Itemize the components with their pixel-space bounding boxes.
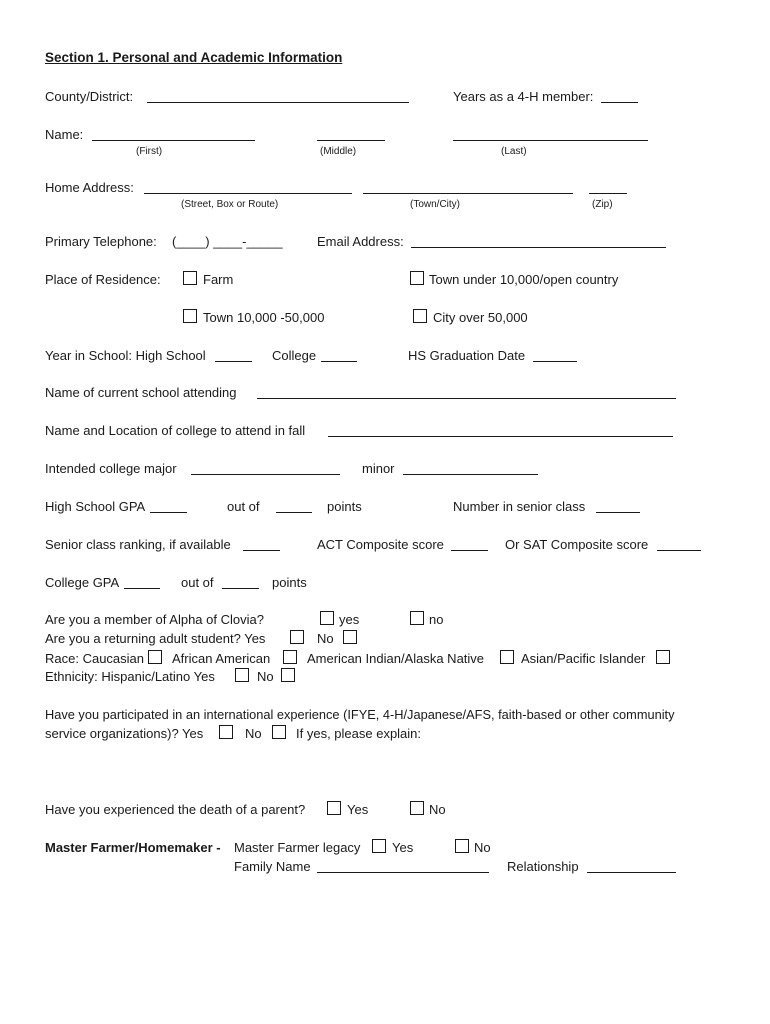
senior-class-field[interactable] xyxy=(596,512,640,513)
alpha-no-checkbox[interactable] xyxy=(410,611,424,625)
ranking-label: Senior class ranking, if available xyxy=(45,537,231,552)
town-mid-checkbox[interactable] xyxy=(183,309,197,323)
ranking-field[interactable] xyxy=(243,550,280,551)
international-label-line2: service organizations)? Yes xyxy=(45,726,204,741)
college-gpa-outof-label: out of xyxy=(181,575,214,590)
alpha-label: Are you a member of Alpha of Clovia? xyxy=(45,612,264,627)
major-field[interactable] xyxy=(191,474,340,475)
year-in-school-label: Year in School: High School xyxy=(45,348,206,363)
adult-yes-checkbox[interactable] xyxy=(290,630,304,644)
first-name-field[interactable] xyxy=(92,140,255,141)
city-over-checkbox[interactable] xyxy=(413,309,427,323)
master-no-label: No xyxy=(474,840,491,855)
international-explain-label: If yes, please explain: xyxy=(296,726,422,741)
hs-grad-label: HS Graduation Date xyxy=(408,348,526,363)
college-fall-field[interactable] xyxy=(328,436,673,437)
residence-label: Place of Residence: xyxy=(45,272,161,287)
county-label: County/District: xyxy=(45,89,134,104)
years-member-field[interactable] xyxy=(601,102,638,103)
ethnicity-yes-checkbox[interactable] xyxy=(235,668,249,682)
senior-class-label: Number in senior class xyxy=(453,499,586,514)
town-field[interactable] xyxy=(363,193,573,194)
last-caption: (Last) xyxy=(501,146,527,157)
master-no-checkbox[interactable] xyxy=(455,839,469,853)
name-label: Name: xyxy=(45,127,84,142)
farm-label: Farm xyxy=(203,272,234,287)
adult-no-checkbox[interactable] xyxy=(343,630,357,644)
death-yes-checkbox[interactable] xyxy=(327,801,341,815)
phone-label: Primary Telephone: xyxy=(45,234,157,249)
county-field[interactable] xyxy=(147,102,409,103)
race-label: Race: Caucasian xyxy=(45,651,144,666)
email-field[interactable] xyxy=(411,247,666,248)
college-gpa-outof-field[interactable] xyxy=(222,588,259,589)
last-name-field[interactable] xyxy=(453,140,648,141)
international-no-label: No xyxy=(245,726,262,741)
minor-field[interactable] xyxy=(403,474,538,475)
sat-field[interactable] xyxy=(657,550,701,551)
email-label: Email Address: xyxy=(317,234,404,249)
first-caption: (First) xyxy=(136,146,163,157)
street-caption: (Street, Box or Route) xyxy=(181,199,279,210)
master-yes-label: Yes xyxy=(392,840,414,855)
master-farmer-title: Master Farmer/Homemaker - xyxy=(45,840,221,855)
college-fall-label: Name and Location of college to attend in fall xyxy=(45,423,306,438)
international-no-checkbox[interactable] xyxy=(272,725,286,739)
hs-gpa-outof-label: out of xyxy=(227,499,260,514)
address-label: Home Address: xyxy=(45,180,134,195)
ethnicity-no-checkbox[interactable] xyxy=(281,668,295,682)
relationship-field[interactable] xyxy=(587,872,676,873)
city-over-label: City over 50,000 xyxy=(433,310,528,325)
town-under-checkbox[interactable] xyxy=(410,271,424,285)
hs-gpa-points-label: points xyxy=(327,499,362,514)
street-field[interactable] xyxy=(144,193,352,194)
race-native-checkbox[interactable] xyxy=(500,650,514,664)
hs-gpa-field[interactable] xyxy=(150,512,187,513)
international-yes-checkbox[interactable] xyxy=(219,725,233,739)
sat-label: Or SAT Composite score xyxy=(505,537,649,552)
international-label-line1: Have you participated in an international experience (IFYE, 4-H/Japanese/AFS, faith-based or other community xyxy=(45,707,675,722)
race-african-label: African American xyxy=(172,651,271,666)
phone-field[interactable]: (____) ____-_____ xyxy=(172,234,283,249)
adult-no-label: No xyxy=(317,631,334,646)
section-title: Section 1. Personal and Academic Information xyxy=(45,50,343,65)
family-name-label: Family Name xyxy=(234,859,311,874)
race-asian-checkbox[interactable] xyxy=(656,650,670,664)
alpha-no-label: no xyxy=(429,612,444,627)
college-label: College xyxy=(272,348,317,363)
master-legacy-label: Master Farmer legacy xyxy=(234,840,361,855)
act-field[interactable] xyxy=(451,550,488,551)
middle-caption: (Middle) xyxy=(320,146,357,157)
death-yes-label: Yes xyxy=(347,802,369,817)
major-label: Intended college major xyxy=(45,461,177,476)
college-gpa-field[interactable] xyxy=(124,588,160,589)
adult-label: Are you a returning adult student? Yes xyxy=(45,631,266,646)
race-caucasian-checkbox[interactable] xyxy=(148,650,162,664)
years-member-label: Years as a 4-H member: xyxy=(453,89,594,104)
zip-field[interactable] xyxy=(589,193,627,194)
death-label: Have you experienced the death of a parent? xyxy=(45,802,306,817)
town-caption: (Town/City) xyxy=(410,199,461,210)
minor-label: minor xyxy=(362,461,395,476)
farm-checkbox[interactable] xyxy=(183,271,197,285)
hs-grad-field[interactable] xyxy=(533,361,577,362)
town-under-label: Town under 10,000/open country xyxy=(429,272,619,287)
hs-gpa-outof-field[interactable] xyxy=(276,512,312,513)
college-gpa-points-label: points xyxy=(272,575,307,590)
town-mid-label: Town 10,000 -50,000 xyxy=(203,310,325,325)
college-gpa-label: College GPA xyxy=(45,575,120,590)
race-african-checkbox[interactable] xyxy=(283,650,297,664)
act-label: ACT Composite score xyxy=(317,537,444,552)
hs-gpa-label: High School GPA xyxy=(45,499,146,514)
alpha-yes-checkbox[interactable] xyxy=(320,611,334,625)
current-school-label: Name of current school attending xyxy=(45,385,237,400)
family-name-field[interactable] xyxy=(317,872,489,873)
ethnicity-no-label: No xyxy=(257,669,274,684)
race-asian-label: Asian/Pacific Islander xyxy=(521,651,646,666)
alpha-yes-label: yes xyxy=(339,612,360,627)
zip-caption: (Zip) xyxy=(592,199,613,210)
college-year-field[interactable] xyxy=(321,361,357,362)
middle-name-field[interactable] xyxy=(317,140,385,141)
current-school-field[interactable] xyxy=(257,398,676,399)
death-no-label: No xyxy=(429,802,446,817)
high-school-year-field[interactable] xyxy=(215,361,252,362)
death-no-checkbox[interactable] xyxy=(410,801,424,815)
master-yes-checkbox[interactable] xyxy=(372,839,386,853)
race-native-label: American Indian/Alaska Native xyxy=(307,651,485,666)
relationship-label: Relationship xyxy=(507,859,579,874)
ethnicity-label: Ethnicity: Hispanic/Latino Yes xyxy=(45,669,215,684)
